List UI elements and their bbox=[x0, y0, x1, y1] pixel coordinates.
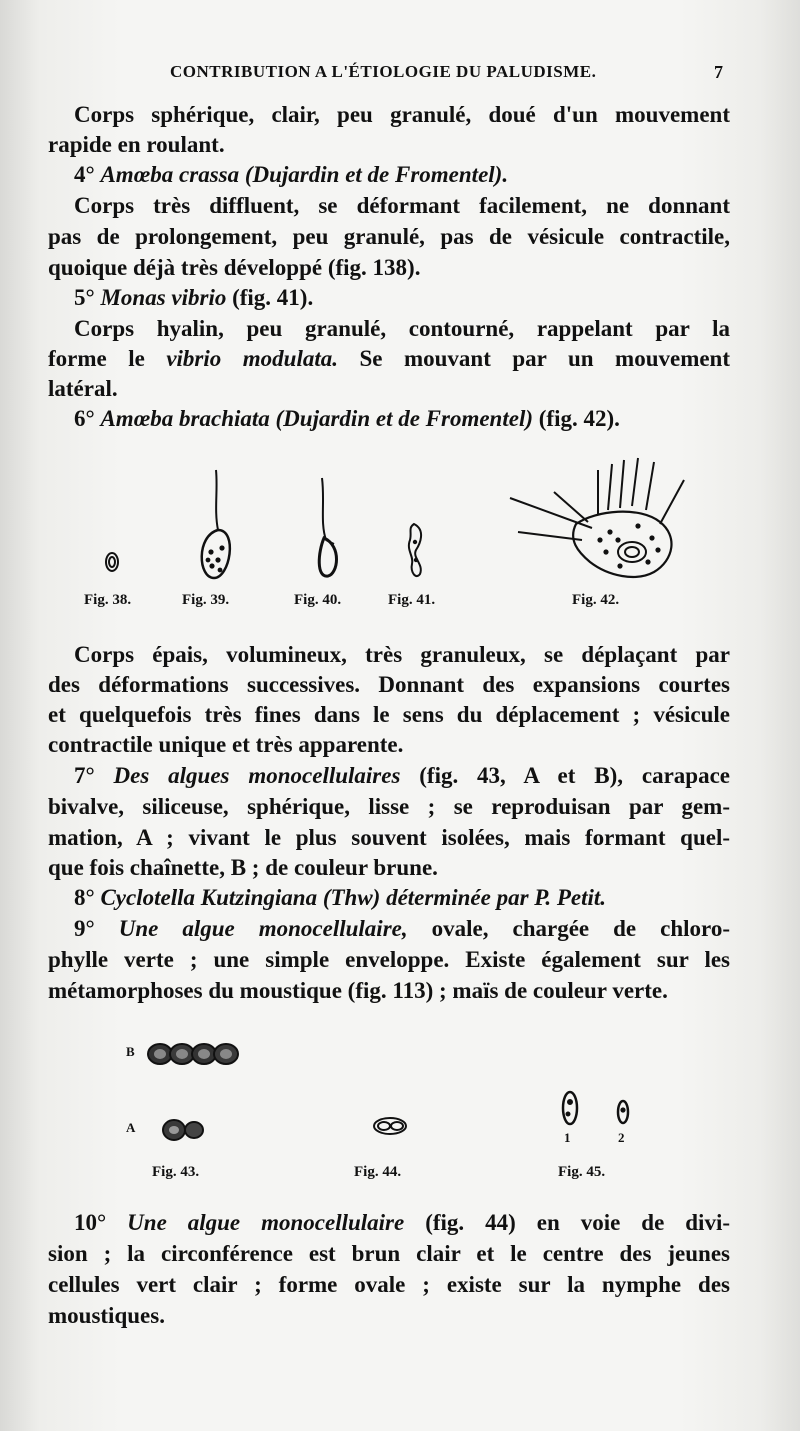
text-line: cellules vert clair ; forme ovale ; existe sur la nymphe des bbox=[48, 1272, 730, 1297]
page-number: 7 bbox=[714, 62, 723, 82]
fig41-organism bbox=[409, 524, 421, 576]
figures-43-45-drawing bbox=[48, 1030, 748, 1180]
fig43-label-a: A bbox=[126, 1120, 136, 1135]
entry-heading: 8° Cyclotella Kutzingiana (Thw) déterminée par P. Petit. bbox=[74, 885, 607, 910]
page-header bbox=[0, 62, 800, 86]
text-line: Corps épais, volumineux, très granuleux, se déplaçant par bbox=[74, 642, 730, 667]
text-line: Corps sphérique, clair, peu granulé, doué d'un mouvement bbox=[74, 102, 730, 127]
entry-heading: 10° Une algue monocellulaire (fig. 44) en voie de divi- bbox=[74, 1210, 730, 1235]
fig41-caption: Fig. 41. bbox=[388, 592, 436, 608]
text-line: métamorphoses du moustique (fig. 113) ; maïs de couleur verte. bbox=[48, 978, 668, 1003]
figure-strip-43-45 bbox=[48, 1030, 748, 1190]
text-line: forme le vibrio modulata. Se mouvant par un mouvement bbox=[48, 346, 731, 371]
fig44-alga bbox=[374, 1118, 406, 1134]
text-line: Corps hyalin, peu granulé, contourné, rappelant par la bbox=[74, 316, 730, 341]
running-title: CONTRIBUTION A L'ÉTIOLOGIE DU PALUDISME. bbox=[170, 62, 597, 81]
fig45-alga-1 bbox=[563, 1092, 577, 1124]
text-line: des déformations successives. Donnant des expansions courtes bbox=[48, 672, 730, 697]
figures-38-42-drawing bbox=[48, 440, 748, 600]
text-line: que fois chaînette, B ; de couleur brune. bbox=[48, 855, 438, 880]
text-line: pas de prolongement, peu granulé, pas de vésicule contractile, bbox=[48, 224, 730, 249]
text-line: Corps très diffluent, se déformant facilement, ne donnant bbox=[74, 193, 730, 218]
fig43-label-b: B bbox=[126, 1044, 135, 1059]
fig43a-cells bbox=[163, 1120, 203, 1140]
fig39-organism bbox=[202, 470, 230, 578]
fig45-label-2: 2 bbox=[618, 1130, 625, 1145]
text-line: contractile unique et très apparente. bbox=[48, 732, 404, 757]
text-line: sion ; la circonférence est brun clair et le centre des jeunes bbox=[48, 1241, 730, 1266]
fig43-caption: Fig. 43. bbox=[152, 1164, 200, 1180]
text-line: moustiques. bbox=[48, 1303, 165, 1328]
entry-heading: 5° Monas vibrio (fig. 41). bbox=[74, 285, 314, 310]
fig45-alga-2 bbox=[618, 1101, 628, 1123]
fig39-caption: Fig. 39. bbox=[182, 592, 230, 608]
text-line: phylle verte ; une simple enveloppe. Existe également sur les bbox=[48, 947, 730, 972]
fig42-caption: Fig. 42. bbox=[572, 592, 620, 608]
fig45-caption: Fig. 45. bbox=[558, 1164, 606, 1180]
text-line: mation, A ; vivant le plus souvent isolées, mais formant quel- bbox=[48, 825, 730, 850]
fig40-caption: Fig. 40. bbox=[294, 592, 342, 608]
entry-heading: 7° Des algues monocellulaires (fig. 43, A et B), carapace bbox=[74, 763, 730, 788]
fig38-organism bbox=[106, 553, 118, 571]
text-line: bivalve, siliceuse, sphérique, lisse ; se reproduisan par gem- bbox=[48, 794, 730, 819]
entry-heading: 6° Amœba brachiata (Dujardin et de Fromentel) (fig. 42). bbox=[74, 406, 620, 431]
figure-strip-38-42 bbox=[48, 440, 748, 620]
fig43b-chain bbox=[148, 1044, 238, 1064]
text-line: quoique déjà très développé (fig. 138). bbox=[48, 255, 421, 280]
text-line: rapide en roulant. bbox=[48, 132, 225, 157]
text-line: et quelquefois très fines dans le sens du déplacement ; vésicule bbox=[48, 702, 730, 727]
text-line: latéral. bbox=[48, 376, 118, 401]
fig45-label-1: 1 bbox=[564, 1130, 571, 1145]
fig40-organism bbox=[319, 478, 336, 576]
fig44-caption: Fig. 44. bbox=[354, 1164, 402, 1180]
entry-heading: 9° Une algue monocellulaire, ovale, chargée de chloro- bbox=[74, 916, 730, 941]
fig42-organism bbox=[510, 458, 684, 577]
fig38-caption: Fig. 38. bbox=[84, 592, 132, 608]
entry-heading: 4° Amœba crassa (Dujardin et de Fromentel). bbox=[74, 162, 509, 187]
